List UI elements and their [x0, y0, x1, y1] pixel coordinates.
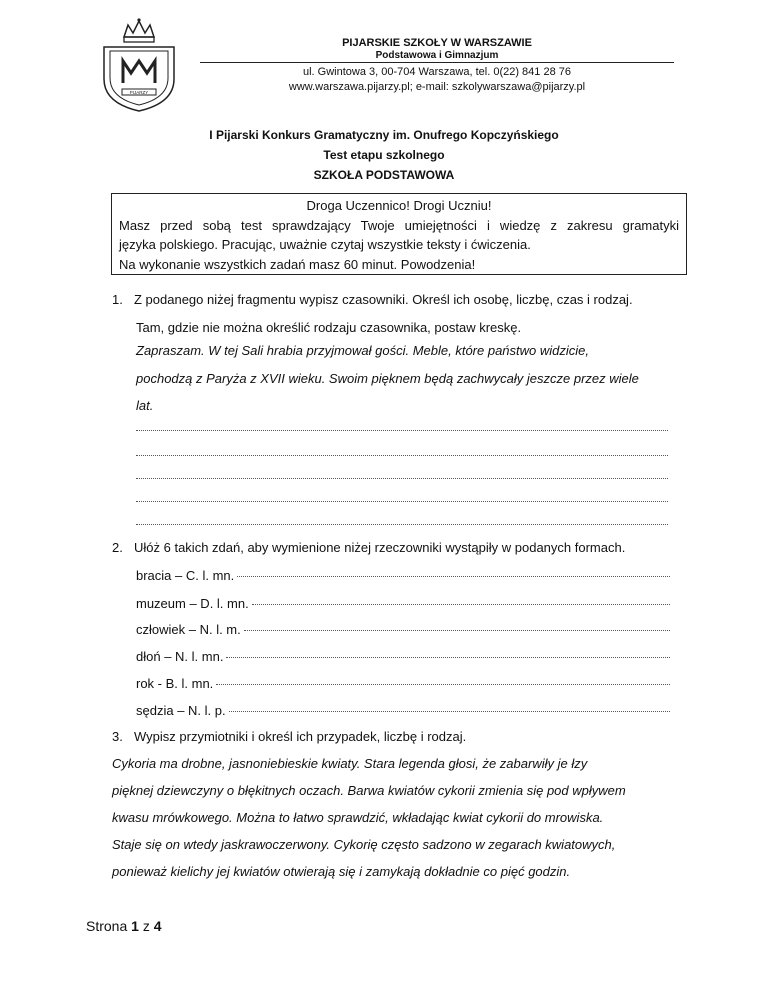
task-3-passage-line: kwasu mrówkowego. Można to łatwo sprawdzić, wkładając kwiat cykorii do mrowiska.	[112, 810, 604, 825]
level-title: SZKOŁA PODSTAWOWA	[313, 168, 455, 182]
noun-form-line[interactable]	[136, 596, 670, 611]
noun-form-label: człowiek – N. l. m.	[136, 622, 241, 637]
school-subtitle: Podstawowa i Gimnazjum	[375, 50, 499, 61]
task-3-passage-line: pięknej dziewczyny o błękitnych oczach. Barwa kwiatów cykorii zmienia się pod wpływem	[112, 783, 626, 798]
task-3-passage-line: Cykoria ma drobne, jasnoniebieskie kwiaty. Stara legenda głosi, że zabarwiły je łzy	[112, 756, 588, 771]
answer-line[interactable]	[252, 603, 670, 605]
task-3-passage-line: Staje się on wtedy jaskrawoczerwony. Cykorię często sadzono w zegarach kwiatowych,	[112, 837, 616, 852]
page-footer	[86, 918, 162, 934]
task-2-instruction	[112, 540, 625, 555]
intro-line: języka polskiego. Pracując, uważnie czytaj wszystkie teksty i ćwiczenia.	[119, 237, 531, 252]
task-1-passage-line: pochodzą z Paryża z XVII wieku. Swoim pięknem będą zachwycały jeszcze przez wiele	[136, 371, 639, 386]
task-3-text: Wypisz przymiotniki i określ ich przypadek, liczbę i rodzaj.	[134, 729, 467, 744]
answer-line[interactable]	[229, 710, 670, 712]
noun-form-line[interactable]	[136, 676, 670, 691]
answer-line[interactable]	[244, 629, 670, 631]
noun-form-label: muzeum – D. l. mn.	[136, 596, 249, 611]
footer-label: Strona	[86, 918, 128, 934]
intro-line: Masz przed sobą test sprawdzający Twoje umiejętności i wiedzę z zakresu gramatyki	[119, 217, 679, 233]
noun-form-line[interactable]	[136, 649, 670, 664]
noun-form-line[interactable]	[136, 568, 670, 583]
school-web: www.warszawa.pijarzy.pl; e-mail: szkolywarszawa@pijarzy.pl	[288, 81, 586, 93]
answer-line[interactable]	[136, 501, 668, 502]
piarist-emblem-icon	[98, 17, 180, 113]
footer-total-pages: 4	[153, 918, 162, 934]
school-name: PIJARSKIE SZKOŁY W WARSZAWIE	[342, 37, 532, 49]
answer-line[interactable]	[237, 575, 670, 577]
school-address: ul. Gwintowa 3, 00-704 Warszawa, tel. 0(22) 841 28 76	[302, 66, 571, 78]
task-1-instruction	[112, 292, 633, 307]
task-number: 3.	[112, 729, 123, 744]
noun-form-label: dłoń – N. l. mn.	[136, 649, 224, 664]
intro-box	[111, 193, 687, 275]
answer-line[interactable]	[136, 430, 668, 431]
task-1-passage-line: Zapraszam. W tej Sali hrabia przyjmował gości. Meble, które państwo widzicie,	[136, 343, 590, 358]
answer-line[interactable]	[136, 524, 668, 525]
intro-greeting: Droga Uczennico! Drogi Uczniu!	[306, 198, 492, 213]
stage-title: Test etapu szkolnego	[323, 148, 445, 162]
footer-page-number: 1	[131, 918, 139, 934]
noun-form-line[interactable]	[136, 622, 670, 637]
task-3-passage-line: ponieważ kielichy jej kwiatów otwierają się i zamykają dokładnie co pięć godzin.	[112, 864, 571, 879]
contest-title: I Pijarski Konkurs Gramatyczny im. Onufrego Kopczyńskiego	[209, 128, 559, 142]
task-number: 2.	[112, 540, 123, 555]
task-1-instruction-cont: Tam, gdzie nie można określić rodzaju czasownika, postaw kreskę.	[136, 320, 522, 335]
svg-text:PIJARZY: PIJARZY	[129, 90, 149, 95]
answer-line[interactable]	[136, 455, 668, 456]
answer-line[interactable]	[136, 478, 668, 479]
noun-form-label: sędzia – N. l. p.	[136, 703, 226, 718]
task-1-passage-line: lat.	[136, 398, 154, 413]
answer-line[interactable]	[216, 683, 670, 685]
noun-form-label: bracia – C. l. mn.	[136, 568, 235, 583]
intro-line: Na wykonanie wszystkich zadań masz 60 minut. Powodzenia!	[119, 256, 476, 272]
task-1-text: Z podanego niżej fragmentu wypisz czasowniki. Określ ich osobę, liczbę, czas i rodzaj.	[134, 292, 633, 307]
noun-form-line[interactable]	[136, 703, 670, 718]
header-divider	[200, 62, 674, 63]
footer-of: z	[142, 918, 150, 934]
noun-form-label: rok - B. l. mn.	[136, 676, 214, 691]
answer-line[interactable]	[226, 656, 670, 658]
task-3-instruction	[112, 729, 466, 744]
task-number: 1.	[112, 292, 123, 307]
task-2-text: Ułóż 6 takich zdań, aby wymienione niżej rzeczowniki wystąpiły w podanych formach.	[134, 540, 626, 555]
